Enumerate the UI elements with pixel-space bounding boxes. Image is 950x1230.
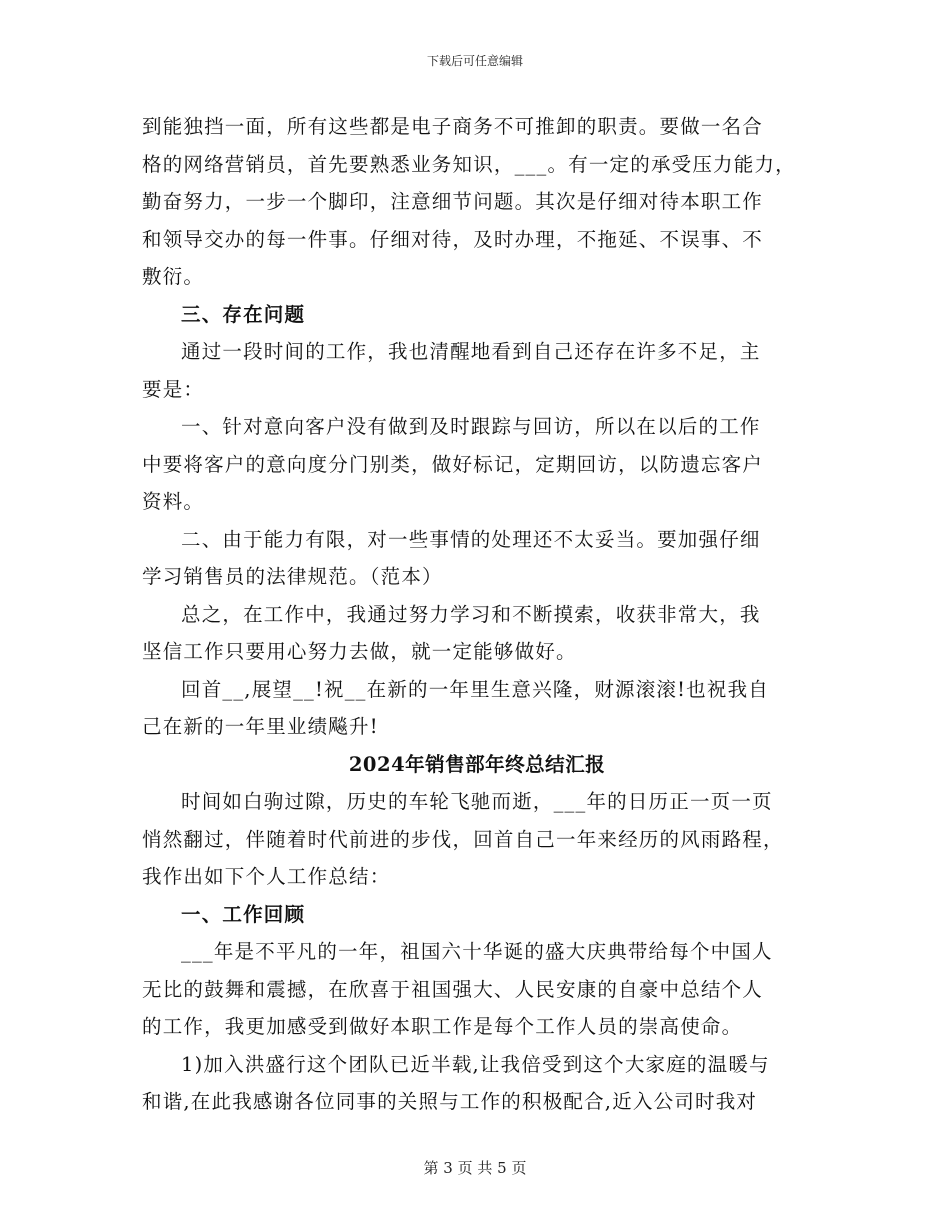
text-line: 时间如白驹过隙，历史的车轮飞驰而逝，___年的日历正一页一页	[181, 790, 773, 813]
text-line: 资料。	[142, 490, 205, 513]
text-line: 总之，在工作中，我通过努力学习和不断摸索，收获非常大，我	[181, 602, 761, 626]
text-line: 学习销售员的法律规范。（范本）	[142, 565, 443, 588]
text-line: 己在新的一年里业绩飚升!	[142, 715, 379, 738]
text-line: 和领导交办的每一件事。仔细对待，及时办理，不拖延、不误事、不	[142, 227, 764, 251]
text-line: 无比的鼓舞和震撼，在欣喜于祖国强大、人民安康的自豪中总结个人	[142, 977, 764, 1001]
text-line: 中要将客户的意向度分门别类，做好标记，定期回访，以防遗忘客户	[142, 452, 764, 476]
text-line: 的工作，我更加感受到做好本职工作是每个工作人员的崇高使命。	[142, 1015, 743, 1038]
text-line: 要是：	[142, 377, 205, 401]
text-line: 我作出如下个人工作总结：	[142, 865, 391, 888]
document-title: 2024年销售部年终总结汇报	[348, 752, 606, 776]
section-heading-problems: 三、存在问题	[181, 302, 306, 326]
document-body	[142, 108, 812, 1121]
text-line: 勤奋努力，一步一个脚印，注意细节问题。其次是仔细对待本职工作	[142, 190, 764, 213]
text-line: 一、针对意向客户没有做到及时跟踪与回访，所以在以后的工作	[181, 415, 761, 438]
text-line: 敷衍。	[142, 265, 205, 288]
page-footer: 第 3 页 共 5 页	[423, 1159, 527, 1177]
text-line: 格的网络营销员，首先要熟悉业务知识，___。有一定的承受压力能力，	[142, 152, 796, 176]
text-line: 回首__,展望__!祝__在新的一年里生意兴隆，财源滚滚!也祝我自	[181, 677, 769, 701]
section-heading-review: 一、工作回顾	[181, 902, 306, 926]
text-line: 坚信工作只要用心努力去做，就一定能够做好。	[142, 640, 577, 663]
text-line: 到能独挡一面，所有这些都是电子商务不可推卸的职责。要做一名合	[142, 115, 764, 138]
text-line: 通过一段时间的工作，我也清醒地看到自己还存在许多不足，主	[181, 340, 761, 363]
text-line: 和谐,在此我感谢各位同事的关照与工作的积极配合,近入公司时我对	[142, 1090, 758, 1113]
text-line: 二、由于能力有限，对一些事情的处理还不太妥当。要加强仔细	[181, 527, 761, 551]
text-line: ___年是不平凡的一年，祖国六十华诞的盛大庆典带给每个中国人	[181, 940, 773, 963]
page-header: 下载后可任意编辑	[426, 54, 523, 68]
text-line: 悄然翻过，伴随着时代前进的步伐，回首自己一年来经历的风雨路程，	[142, 827, 784, 851]
text-line: 1)加入洪盛行这个团队已近半载,让我倍受到这个大家庭的温暖与	[181, 1052, 770, 1076]
